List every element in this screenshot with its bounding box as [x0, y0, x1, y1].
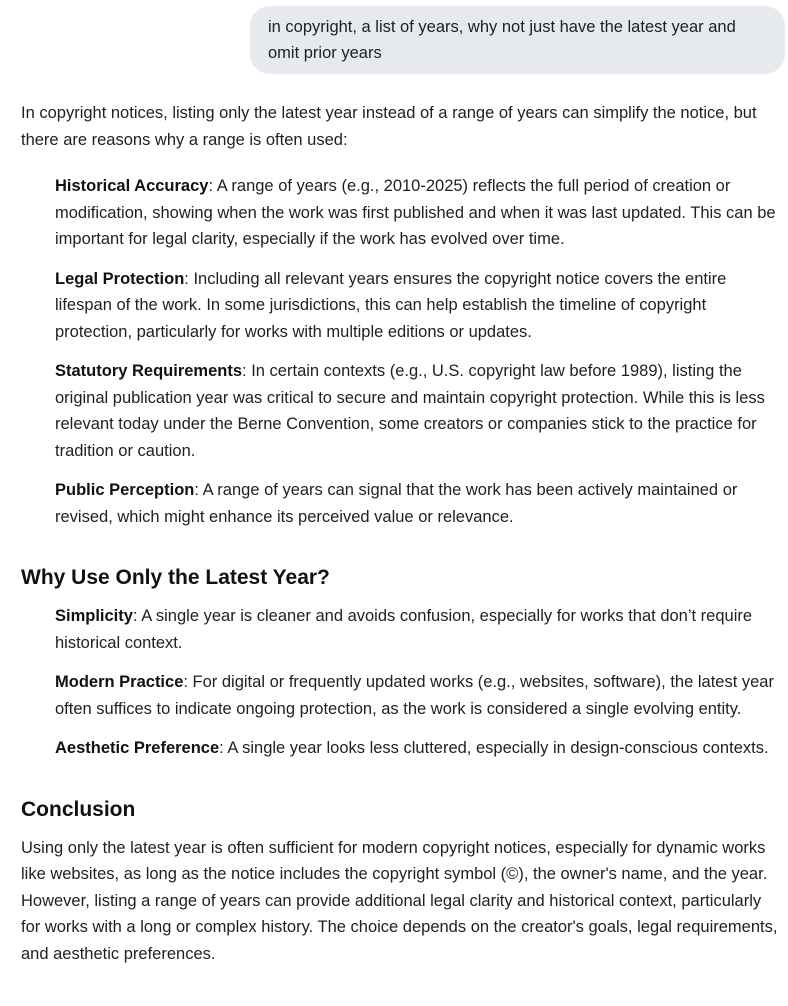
- list-item-term: Public Perception: [55, 481, 195, 499]
- user-message-text: in copyright, a list of years, why not just have the latest year and omit prior years: [268, 18, 736, 62]
- conclusion-heading: Conclusion: [21, 797, 136, 821]
- list-item: [55, 477, 783, 530]
- list-item-text: : A range of years can signal that the work has been actively maintained or revised, which might enhance its perceived value or relevance.: [55, 481, 738, 526]
- list-item-term: Historical Accuracy: [55, 177, 209, 195]
- why-heading: Why Use Only the Latest Year?: [21, 566, 330, 589]
- list-item-text: : For digital or frequently updated works (e.g., websites, software), the latest year often suffices to indicate ongoing protection, as the work is considered a single evolving entity.: [55, 673, 774, 718]
- list-item: [55, 603, 783, 656]
- assistant-response: [21, 100, 783, 967]
- list-item: [55, 669, 783, 722]
- list-item-term: Legal Protection: [55, 269, 185, 288]
- list-item: [55, 358, 783, 464]
- list-item-term: Statutory Requirements: [55, 362, 243, 380]
- list-item-term: Modern Practice: [55, 673, 184, 691]
- response-intro: In copyright notices, listing only the latest year instead of a range of years can simplify the notice, but there are reasons why a range is often used:: [21, 104, 757, 149]
- list-item: [55, 266, 783, 346]
- reasons-list: [21, 173, 783, 530]
- list-item-term: Aesthetic Preference: [55, 739, 220, 757]
- conclusion-text: Using only the latest year is often sufficient for modern copyright notices, especially for dynamic works like websites, as long as the notice includes the copyright symbol (©), the owner's name, and the year. However, listing a range of years can provide additional legal clarity and historical context, particularly for works with a long or complex history. The choice depends on the creator's goals, legal requirements, and aesthetic preferences.: [21, 838, 778, 963]
- user-message-bubble: [250, 6, 785, 74]
- list-item: [55, 173, 783, 253]
- why-list: [21, 603, 783, 762]
- list-item-term: Simplicity: [55, 607, 133, 625]
- list-item-text: : A range of years (e.g., 2010-2025) reflects the full period of creation or modification, showing when the work was first published and when it was last updated. This can be important for legal clarity, especially if the work has evolved over time.: [55, 177, 776, 248]
- list-item-text: : In certain contexts (e.g., U.S. copyright law before 1989), listing the original publication year was critical to secure and maintain copyright protection. While this is less relevant today under the Berne Convention, some creators or companies stick to the practice for tradition or caution.: [55, 362, 765, 460]
- list-item-text: : Including all relevant years ensures the copyright notice covers the entire lifespan of the work. In some jurisdictions, this can help establish the timeline of copyright protection, particularly for works with multiple editions or updates.: [55, 269, 727, 341]
- list-item-text: : A single year looks less cluttered, especially in design-conscious contexts.: [219, 739, 769, 757]
- list-item-text: : A single year is cleaner and avoids confusion, especially for works that don’t require historical context.: [55, 607, 753, 652]
- list-item: [55, 735, 783, 762]
